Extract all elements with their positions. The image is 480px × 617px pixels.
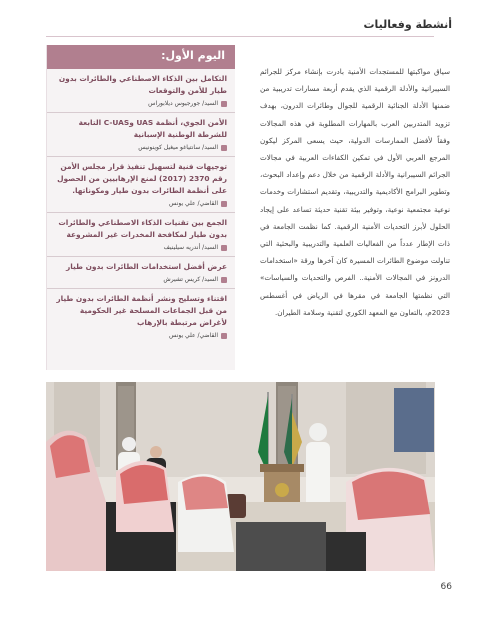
speaker-name: السيد/ كريس تشيرش <box>163 276 218 283</box>
speaker-name: القاضي/ علي يونس <box>169 332 218 339</box>
session-item <box>47 257 235 289</box>
session-speaker <box>55 243 227 253</box>
session-title: اقتناء وتسليح ونشر أنظمة الطائرات بدون طيار من قبل الجماعات المسلحة غير الحكومية لأغراض مرتبطة بالإرهاب <box>56 294 227 327</box>
session-speaker <box>55 199 227 209</box>
article-body: سياق مواكبتها للمستجدات الأمنية بادرت بإنشاء مركز للجرائم السيبرانية والأدلة الرقمية الذي يقدم أربعة مسارات تدريبية من ضمنها الأدلة الجنائية الرقمية للجوال وطائرات الدرون، بهدف تزويد المتدربين العرب بالمهارات المطلوبة في هذه المجالات وفقاً لأفضل الممارسات الدولية، حيث يسعى المركز ليكون المرجع العربي الأول في تمكين الكفاءات العربية في مجالات الجرائم السيبرانية والأدلة الرقمية من خلال دعم وإعداد البحوث، وتطوير البرامج الأكاديمية والتدريبية، وتقديم استشارات وخدمات نوعية مجتمعية نوعية، وتوفير بيئة تقنية حديثة تساعد على إيجاد الحلول لأبرز التحديات الأمنية الرقمية. كما نظمت الجامعة في ذات الإطار عدداً من الفعاليات العلمية والتدريبية والبحثية التي تناولت موضوع الطائرات المسيرة كان آخرها ورقة «استخدامات الدرونز في المجالات الأمنية.. الفرص والتحديات والسياسات» التي نظمتها الجامعة في مقرها في الرياض في أغسطس 2023م، بالتعاون مع المعهد الكوري لتقنية وسلامة الطيران. <box>260 67 450 317</box>
session-speaker <box>55 143 227 153</box>
day-heading: اليوم الأول: <box>161 49 225 62</box>
speaker-name: السيد/ جورجيوس ديلابوراس <box>148 100 218 107</box>
speaker-icon <box>221 333 227 339</box>
session-speaker <box>55 331 227 341</box>
sidebar-header <box>47 45 235 69</box>
session-item <box>47 69 235 113</box>
speaker-icon <box>221 245 227 251</box>
page-number: 66 <box>440 582 452 592</box>
program-sidebar <box>46 45 235 370</box>
session-item <box>47 113 235 157</box>
speaker-name: القاضي/ علي يونس <box>169 200 218 207</box>
session-speaker <box>55 275 227 285</box>
speaker-name: السيد/ سانتياغو ميغيل كوينونيس <box>138 144 218 151</box>
session-title: توجيهات فنية لتسهيل تنفيذ قرار مجلس الأمن رقم 2370 (2017) لمنع الإرهابيين من الحصول على أنظمة الطائرات بدون طيار ومكوناتها. <box>57 162 227 195</box>
section-title: أنشطة وفعاليات <box>363 18 452 31</box>
session-title: عرض أفضل استخدامات الطائرات بدون طيار <box>66 262 227 271</box>
session-speaker <box>55 99 227 109</box>
speaker-name: السيد/ أندريه سيلينيف <box>163 244 218 251</box>
speaker-icon <box>221 145 227 151</box>
session-title: التكامل بين الذكاء الاصطناعي والطائرات بدون طيار للأمن والتوقعات <box>58 74 227 95</box>
session-item <box>47 289 235 344</box>
speaker-icon <box>221 277 227 283</box>
session-item <box>47 213 235 257</box>
speaker-icon <box>221 101 227 107</box>
event-photo <box>46 382 435 571</box>
session-item <box>47 157 235 213</box>
session-title: الأمن الجوي، أنظمة UAS وC-UAS التابعة للشرطة الوطنية الإسبانية <box>78 118 227 139</box>
session-title: الجمع بين تقنيات الذكاء الاصطناعي والطائرات بدون طيار لمكافحة المخدرات غير المشروعة <box>58 218 227 239</box>
header-divider <box>46 36 434 37</box>
speaker-icon <box>221 201 227 207</box>
